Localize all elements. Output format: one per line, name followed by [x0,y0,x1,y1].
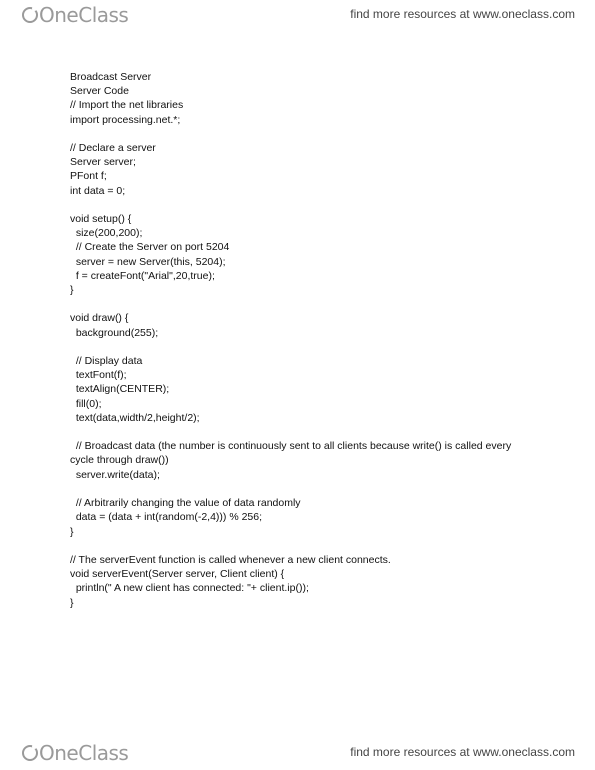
oneclass-logo-icon [22,745,38,761]
code-line: fill(0); [70,397,102,410]
code-line: Broadcast Server [70,71,152,83]
code-line: // The serverEvent function is called whenever a new client connects. [70,553,391,566]
code-line: // Create the Server on port 5204 [70,241,230,254]
code-line: void setup() { [70,213,132,226]
code-line: server.write(data); [70,468,160,481]
code-line [70,425,560,439]
code-line: textAlign(CENTER); [70,383,170,396]
code-line: println(" A new client has connected: "+ client.ip()); [70,582,309,595]
code-line: // Broadcast data (the number is continuously sent to all clients because write() is called every [70,440,512,453]
code-line: Server Code [70,85,129,98]
code-line: cycle through draw()) [70,454,169,467]
oneclass-footer-logo [22,741,128,765]
code-line: // Display data [70,355,143,368]
code-line: import processing.net.*; [70,113,181,126]
code-line [70,127,560,141]
code-line: void serverEvent(Server server, Client client) { [70,568,285,581]
code-line: void draw() { [70,312,129,325]
code-line: server = new Server(this, 5204); [70,255,226,268]
code-line [70,482,560,496]
code-line: text(data,width/2,height/2); [70,411,200,424]
code-line: Server server; [70,156,136,169]
code-line: // Import the net libraries [70,99,184,112]
logo-text: OneClass [39,3,129,27]
code-line: // Arbitrarily changing the value of data randomly [70,497,301,510]
header-tagline[interactable]: find more resources at www.oneclass.com [350,7,575,21]
code-line: PFont f; [70,170,107,183]
code-line: } [70,596,74,609]
code-line [70,297,560,311]
code-line [70,340,560,354]
code-line: background(255); [70,326,159,339]
code-line: } [70,525,74,538]
code-line: textFont(f); [70,369,127,382]
code-line [70,198,560,212]
code-line: // Declare a server [70,142,156,155]
code-line: int data = 0; [70,184,126,197]
footer-tagline[interactable]: find more resources at www.oneclass.com [350,745,575,759]
code-line: f = createFont("Arial",20,true); [70,269,215,282]
code-line: } [70,284,74,297]
oneclass-logo [22,3,128,27]
logo-text: OneClass [39,741,129,765]
oneclass-logo-icon [22,7,38,23]
code-document [70,70,560,610]
code-line [70,539,560,553]
code-line: data = (data + int(random(-2,4))) % 256; [70,511,263,524]
code-line: size(200,200); [70,227,143,240]
